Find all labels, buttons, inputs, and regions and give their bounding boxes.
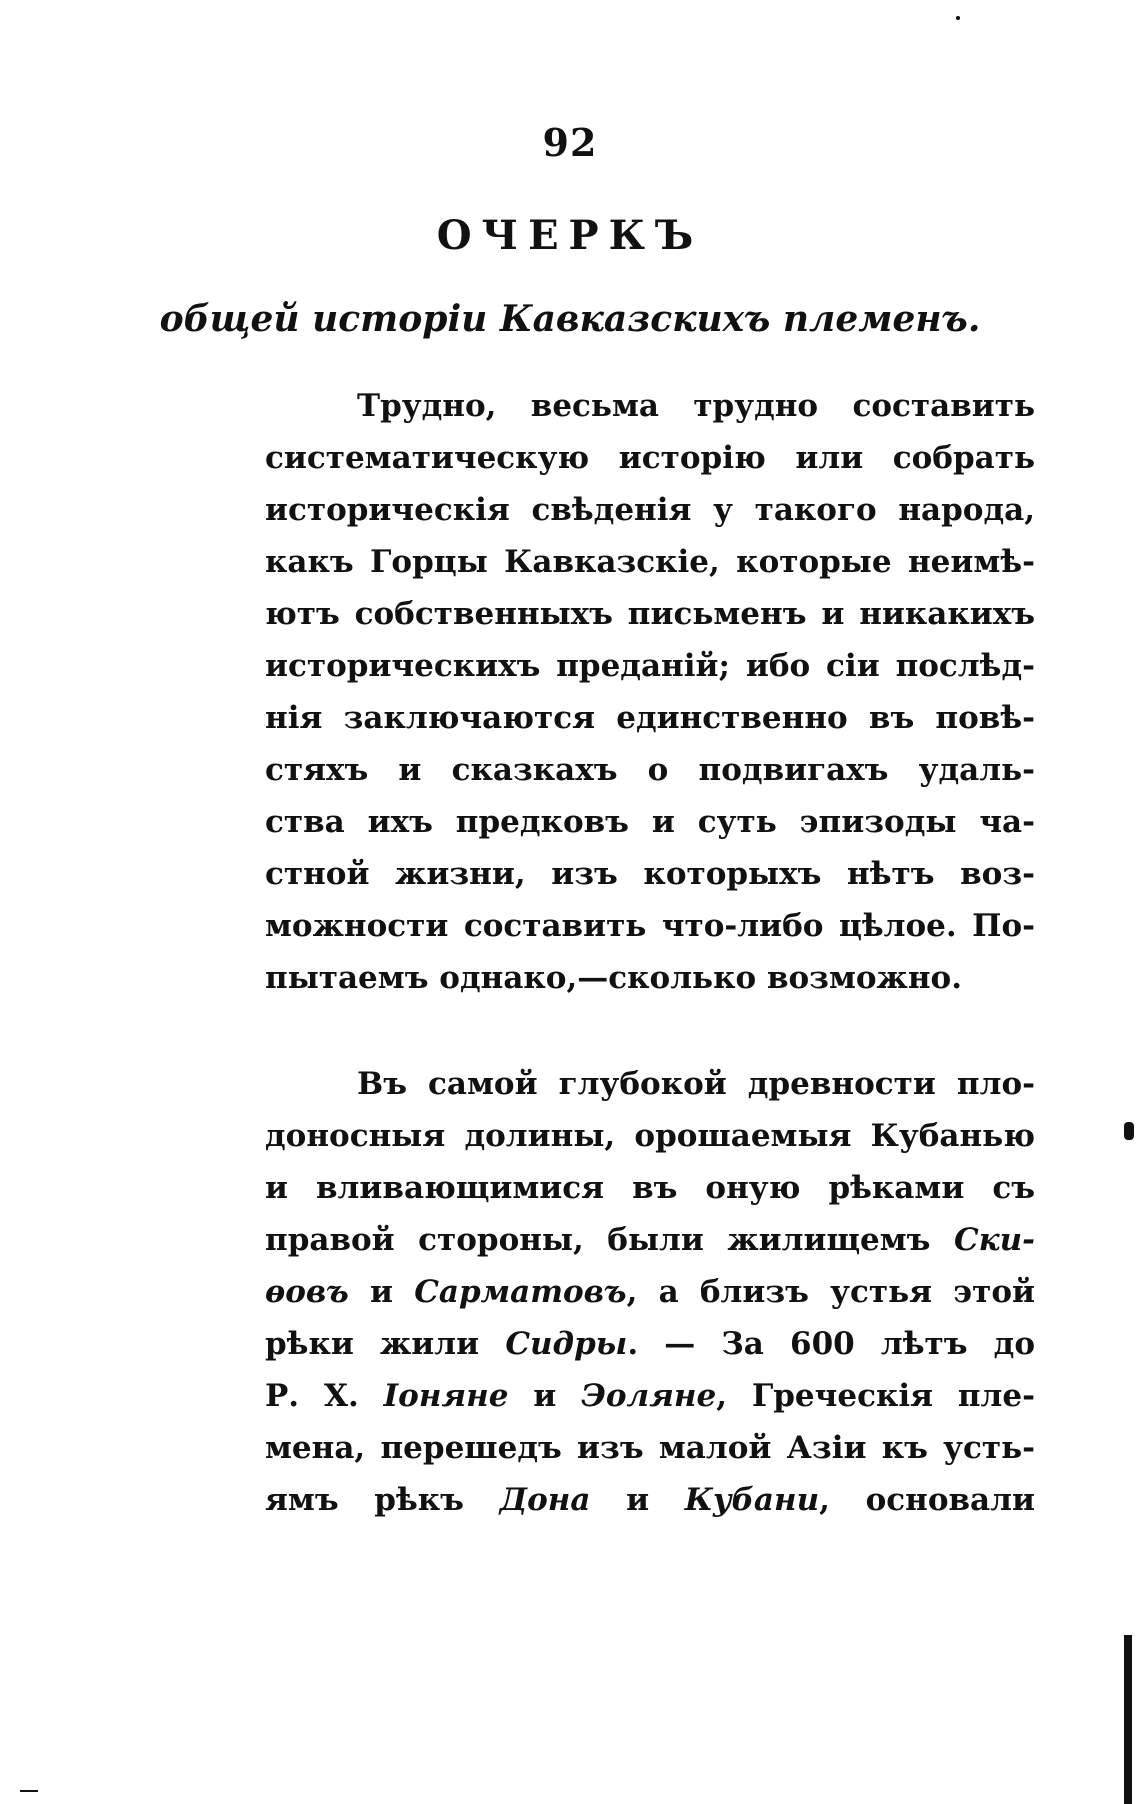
text-line: [265, 1266, 1035, 1318]
page-number: 92: [542, 120, 598, 165]
text-line: какъ Горцы Кавказскіе, которые неимѣ-: [265, 544, 1035, 580]
text-line: пытаемъ однако,—сколько возможно.: [265, 960, 963, 996]
text-segment: , основали: [819, 1482, 1035, 1518]
italic-name-skifov-end: ѳовъ: [265, 1274, 349, 1310]
italic-name-sidry: Сидры: [505, 1326, 628, 1362]
text-line: [265, 1474, 1035, 1526]
italic-name-ionyane: Іоняне: [383, 1378, 509, 1414]
text-line: [265, 1370, 1035, 1422]
text-line: мена, перешедъ изъ малой Азіи къ усть-: [265, 1430, 1035, 1466]
text-line: [265, 1318, 1035, 1370]
italic-name-dona: Дона: [499, 1482, 591, 1518]
text-line: стяхъ и сказкахъ о подвигахъ удаль-: [265, 752, 1035, 788]
text-line: нія заключаются единственно въ повѣ-: [265, 700, 1035, 736]
scan-edge-mark: [1124, 1122, 1134, 1140]
text-line: [265, 1214, 1035, 1266]
text-segment: и: [590, 1482, 685, 1518]
scan-edge-mark: [20, 1790, 38, 1792]
text-line: историческихъ преданій; ибо сіи послѣд-: [265, 648, 1035, 684]
italic-name-kubani: Кубани: [684, 1482, 820, 1518]
italic-name-eolyane: Эоляне: [581, 1378, 717, 1414]
text-line: историческія свѣденія у такого народа,: [265, 492, 1035, 528]
scan-edge-mark: [1124, 1635, 1132, 1804]
text-segment: рѣки жили: [265, 1326, 506, 1362]
text-segment: правой стороны, были жилищемъ: [265, 1222, 954, 1258]
text-segment: Р. Х.: [265, 1378, 384, 1414]
text-segment: , а близъ устья этой: [626, 1274, 1035, 1310]
chapter-title: ОЧЕРКЪ: [436, 212, 704, 259]
chapter-subtitle: общей исторіи Кавказскихъ племенъ.: [159, 298, 981, 340]
text-line: и вливающимися въ оную рѣками съ: [265, 1170, 1035, 1206]
text-segment: , Греческія пле-: [716, 1378, 1036, 1414]
text-line: Въ самой глубокой древности пло-: [357, 1066, 1035, 1102]
text-line: систематическую исторію или собрать: [265, 440, 1035, 476]
scan-speck: [956, 16, 960, 20]
italic-name-sarmatov: Сарматовъ: [414, 1274, 627, 1310]
text-segment: и: [348, 1274, 415, 1310]
text-line: ютъ собственныхъ письменъ и никакихъ: [265, 596, 1035, 632]
text-line: стной жизни, изъ которыхъ нѣтъ воз-: [265, 856, 1035, 892]
text-line: Трудно, весьма трудно составить: [357, 388, 1035, 424]
text-segment: . — За 600 лѣтъ до: [627, 1326, 1035, 1362]
italic-name-skifov: Ски-: [953, 1222, 1035, 1258]
text-line: ства ихъ предковъ и суть эпизоды ча-: [265, 804, 1035, 840]
text-line: доносныя долины, орошаемыя Кубанью: [265, 1118, 1035, 1154]
paragraph-1: [265, 380, 1035, 1004]
text-line: можности составить что-либо цѣлое. По-: [265, 908, 1035, 944]
text-segment: и: [508, 1378, 582, 1414]
text-segment: ямъ рѣкъ: [265, 1482, 500, 1518]
paragraph-2: [265, 1058, 1035, 1526]
